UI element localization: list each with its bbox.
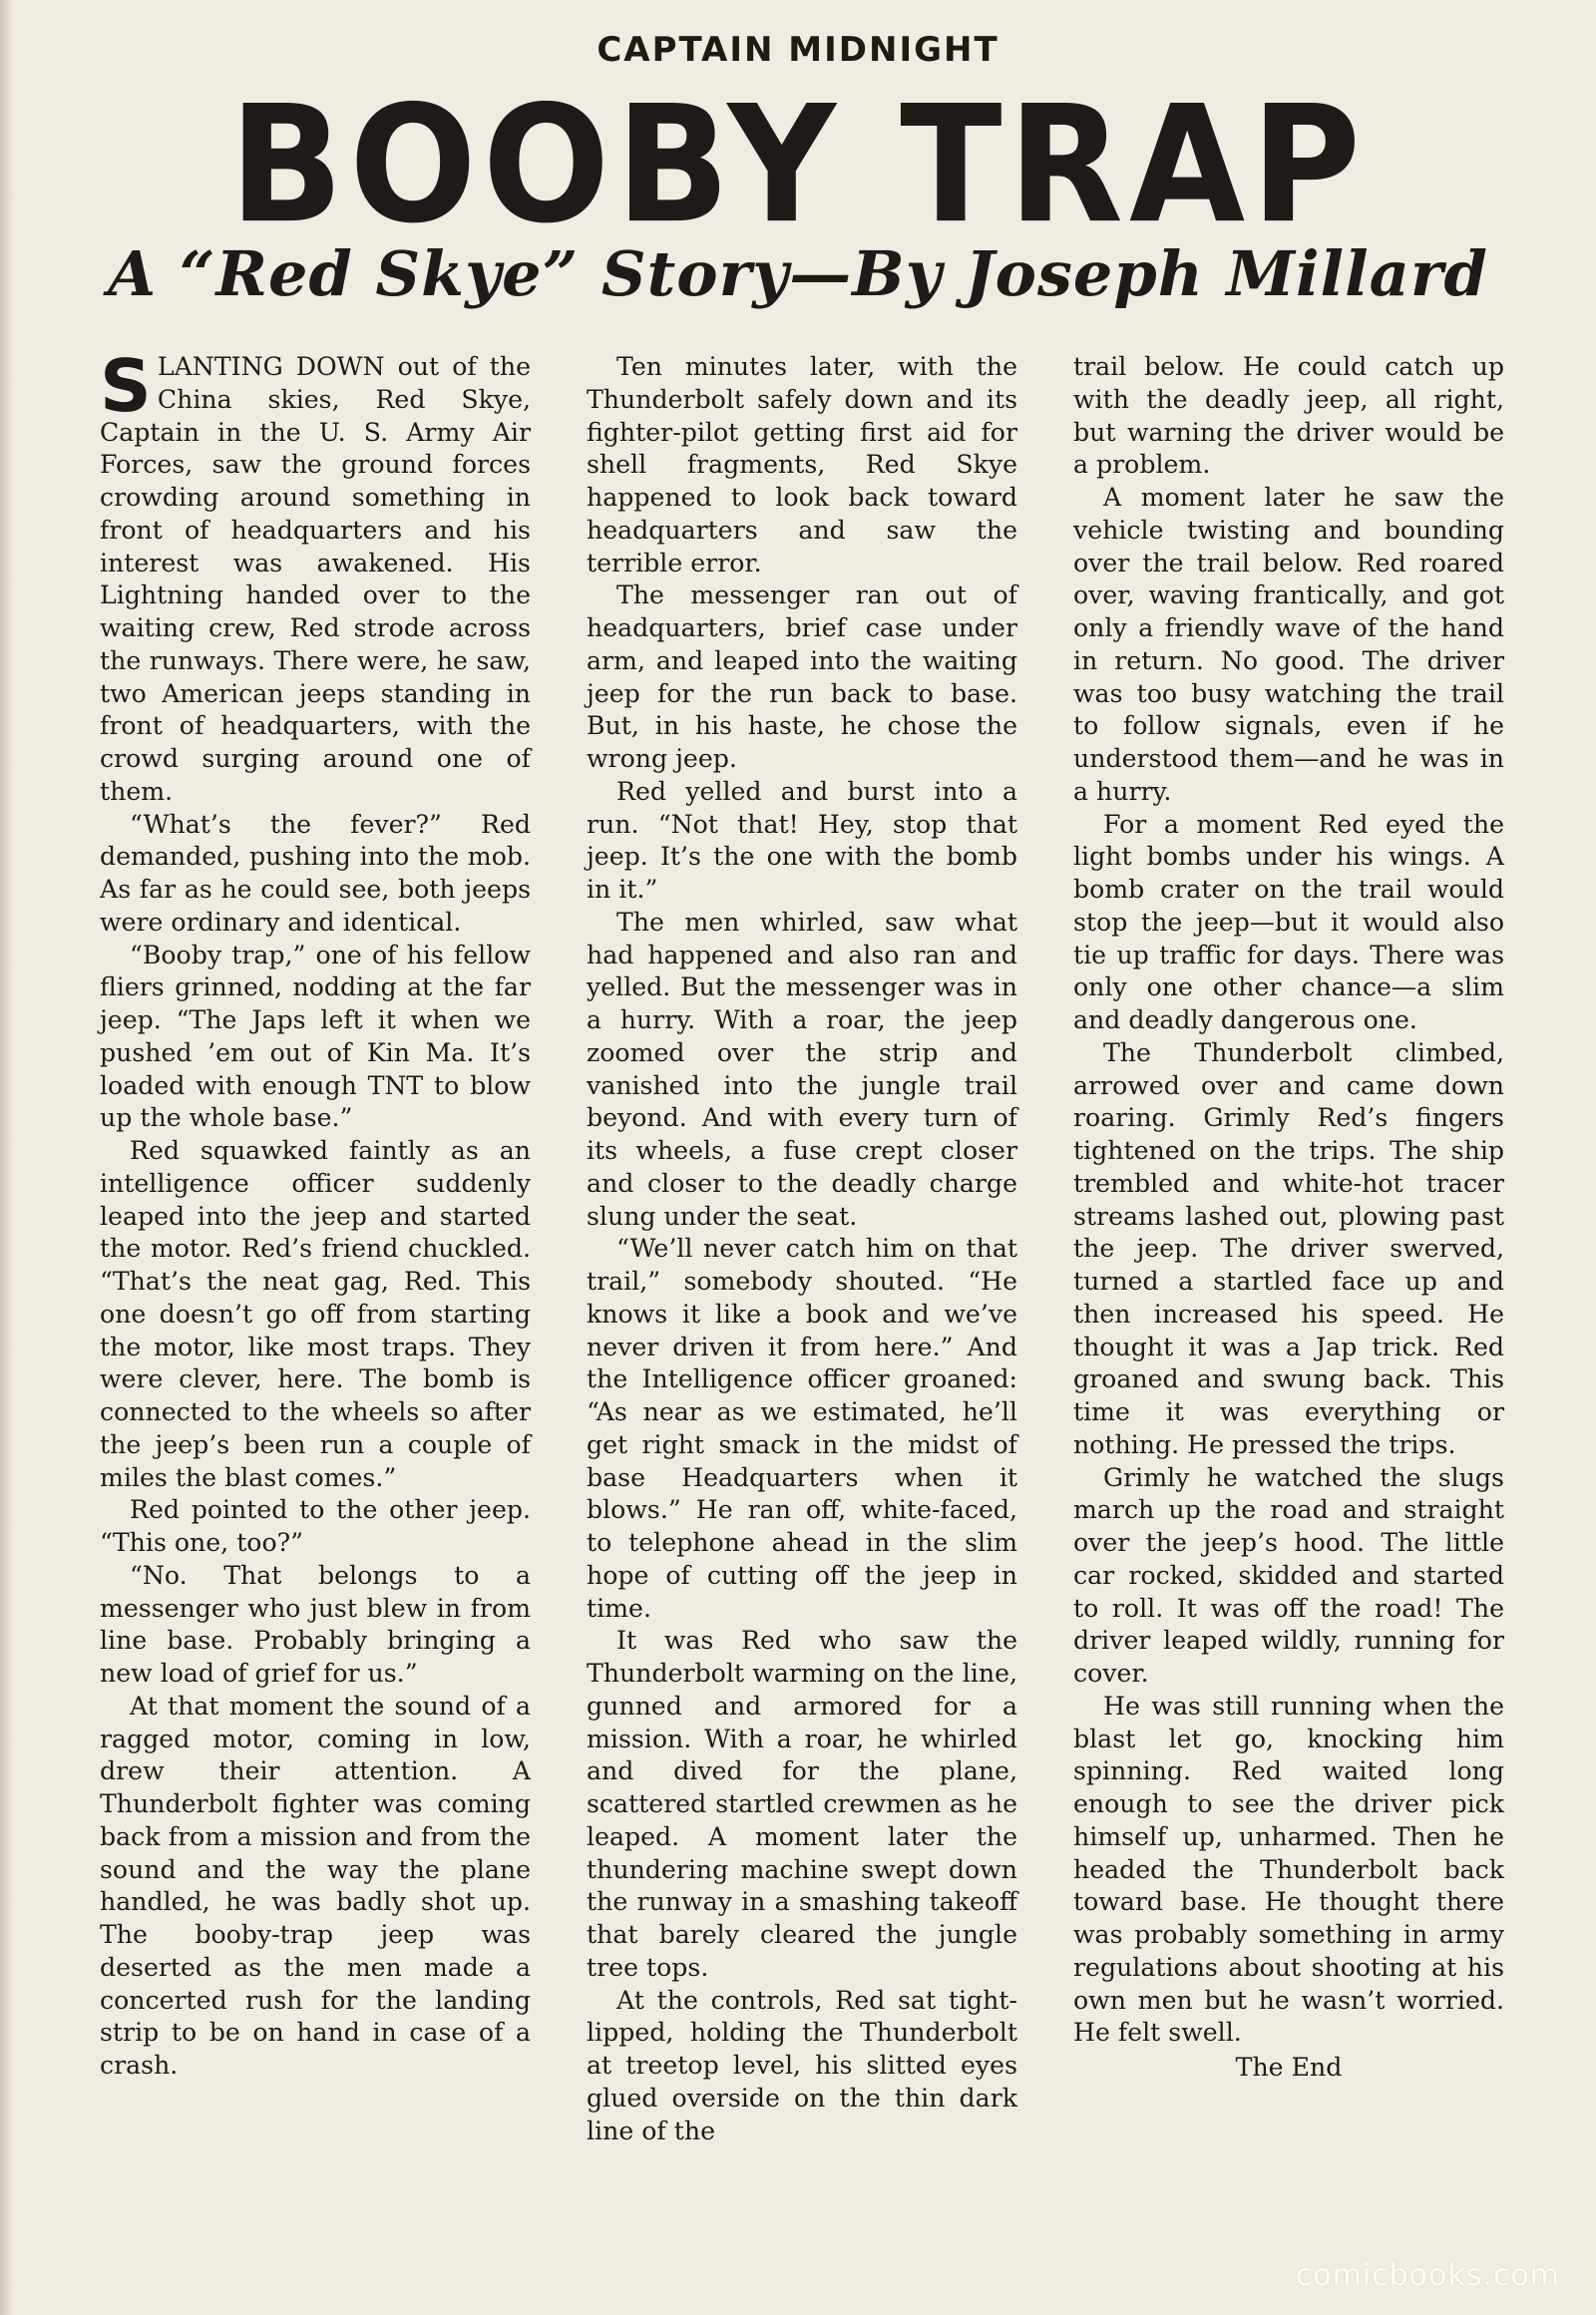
paragraph: Red yelled and burst into a run. “Not that! Hey, stop that jeep. It’s the one with the bomb in it.” [587, 776, 1017, 904]
masthead: CAPTAIN MIDNIGHT [597, 30, 999, 70]
byline: A “Red Skye” Story—By Joseph Millard [108, 237, 1488, 310]
paragraph: Red squawked faintly as an intelligence officer suddenly leaped into the jeep and started the motor. Red’s friend chuckled. “That’s the neat gag, Red. This one doesn’t go off from starting the motor, like most traps. They were clever, here. The bomb is connected to the wheels so after the jeep’s been run a couple of miles the blast comes.” [100, 1136, 531, 1492]
story-body [100, 344, 1516, 2206]
paragraph: He was still running when the blast let go, knocking him spinning. Red waited long enough to see the driver pick himself up, unharmed. Then he headed the Thunderbolt back toward base. He thought there was probably something in army regulations about shooting at his own men but he wasn’t worried. He felt swell. [1073, 1691, 1504, 2048]
drop-cap: S [100, 344, 152, 428]
the-end: The End [1235, 2053, 1343, 2082]
paragraph: The Thunderbolt climbed, arrowed over and came down roaring. Grimly Red’s fingers tightened on the trips. The ship trembled and white-hot tracer streams lashed out, plowing past the jeep. The driver swerved, turned a startled face up and then increased his speed. He thought it was a Jap trick. Red groaned and swung back. This time it was everything or nothing. He pressed the trips. [1073, 1037, 1504, 1459]
column-2 [587, 351, 1017, 2147]
paragraph: “Booby trap,” one of his fellow fliers grinned, nodding at the far jeep. “The Japs left it when we pushed ’em out of Kin Ma. It’s loaded with enough TNT to blow up the whole base.” [100, 940, 531, 1133]
paragraph: Grimly he watched the slugs march up the road and straight over the jeep’s hood. The little car rocked, skidded and started to roll. It was off the road! The driver leaped wildly, running for cover. [1073, 1462, 1504, 1688]
paragraph: At that moment the sound of a ragged motor, coming in low, drew their attention. A Thunderbolt fighter was coming back from a mission and from the sound and the way the plane handled, he was badly shot up. The booby-trap jeep was deserted as the men made a concerted rush for the landing strip to be on hand in case of a crash. [100, 1691, 531, 2080]
paragraph [100, 344, 531, 809]
paragraph: The men whirled, saw what had happened and also ran and yelled. But the messenger was in a hurry. With a roar, the jeep zoomed over the strip and vanished into the jungle trail beyond. And with every turn of its wheels, a fuse crept closer and closer to the deadly charge slung under the seat. [587, 907, 1017, 1231]
paragraph: “We’ll never catch him on that trail,” somebody shouted. “He knows it like a book and we’ve never driven it from here.” And the Intelligence officer groaned: “As near as we estimated, he’ll get right smack in the midst of base Headquarters when it blows.” He ran off, white-faced, to telephone ahead in the slim hope of cutting off the jeep in time. [587, 1234, 1017, 1623]
paragraph: A moment later he saw the vehicle twisting and bounding over the trail below. Red roared over, waving frantically, and got only a friendly wave of the hand in return. No good. The driver was too busy watching the trail to follow signals, even if he understood them—and he was in a hurry. [1073, 483, 1504, 806]
column-1 [100, 344, 531, 2083]
paragraph: Ten minutes later, with the Thunderbolt safely down and its fighter-pilot getting first aid for shell fragments, Red Skye happened to look back toward headquarters and saw the terrible error. [587, 352, 1017, 578]
paragraph: It was Red who saw the Thunderbolt warming on the line, gunned and armored for a mission. With a roar, he whirled and dived for the plane, scattered startled crewmen as he leaped. A moment later the thundering machine swept down the runway in a smashing takeoff that barely cleared the jungle tree tops. [587, 1626, 1017, 1982]
paragraph: “No. That belongs to a messenger who just blew in from line base. Probably bringing a new load of grief for us.” [100, 1560, 531, 1688]
watermark: comicbooks.com [1295, 2258, 1560, 2293]
paragraph: Red pointed to the other jeep. “This one, too?” [100, 1495, 531, 1557]
paragraph-text: LANTING DOWN out of the China skies, Red Skye, Captain in the U. S. Army Air Forces, saw the ground forces crowding around something in front of headquarters and his interest was awakened. His Lightning handed over to the waiting crew, Red strode across the runways. There were, he saw, two American jeeps standing in front of headquarters, with the crowd surging around one of them. [100, 352, 531, 806]
paragraph: “What’s the fever?” Red demanded, pushing into the mob. As far as he could see, both jeeps were ordinary and identical. [100, 809, 531, 937]
paragraph: trail below. He could catch up with the deadly jeep, all right, but warning the driver would be a problem. [1073, 352, 1504, 480]
column-3 [1073, 351, 1504, 2085]
paragraph: The messenger ran out of headquarters, brief case under arm, and leaped into the waiting jeep for the run back to base. But, in his haste, he chose the wrong jeep. [587, 580, 1017, 773]
paragraph: For a moment Red eyed the light bombs under his wings. A bomb crater on the trail would stop the jeep—but it would also tie up traffic for days. There was only one other chance—a slim and deadly dangerous one. [1073, 809, 1504, 1034]
page-edge [0, 0, 14, 2315]
story-title: BOOBY TRAP [228, 72, 1368, 259]
paragraph: At the controls, Red sat tight-lipped, holding the Thunderbolt at treetop level, his slitted eyes glued overside on the thin dark line of the [587, 1985, 1017, 2145]
